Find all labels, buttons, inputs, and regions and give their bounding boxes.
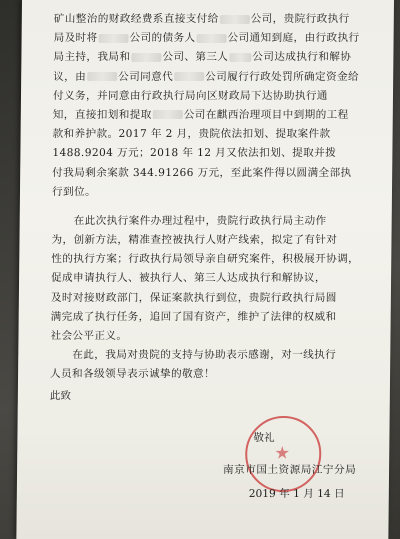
paragraph2-line-3: 性的执行方案；行政执行局领导亲自研究案件，积极展开协调， (51, 253, 360, 266)
body-line-7: 款和养护款。2017 年 2 月，贵院依法扣划、提取案件款 (52, 128, 331, 141)
letter-body (50, 10, 394, 385)
paragraph-gap (52, 202, 392, 212)
body-line-1: 矿山整治的财政经费系直接支付给 公司，贵院行政执行 (53, 13, 350, 25)
body-line-2: 局及时将 公司的债务人 公司通知到庭，由行政执行 (53, 32, 360, 45)
body-line-10: 行到位。 (51, 185, 97, 198)
salutation: 敬礼 (253, 432, 275, 444)
redacted-name (229, 53, 251, 62)
signing-date: 2019 年 1 月 14 日 (248, 488, 345, 500)
redacted-name (87, 72, 117, 81)
paragraph2-line-5: 及时对接财政部门，保证案款执行到位，贵院行政执行局圆 (50, 291, 337, 304)
redacted-name (220, 15, 250, 24)
body-line-5: 付义务，并同意由行政执行局向区财政局下达协助执行通 (52, 89, 328, 102)
redacted-name (174, 72, 204, 81)
redacted-name (153, 110, 183, 119)
paragraph2-line-7: 社会公平正义。 (50, 330, 128, 342)
letter-sheet (16, 0, 394, 539)
paragraph2-line-2: 为，创新方法，精准查控被执行人财产线索，拟定了有针对 (51, 234, 338, 247)
paragraph2-line-4: 促成申请执行人、被执行人、第三人达成执行和解协议， (51, 272, 326, 285)
signing-organization: 南京市国土资源局江宁分局 (223, 464, 357, 476)
paragraph3-line-1: 在此，我局对贵院的支持与协助表示感谢，对一线执行 (72, 349, 337, 362)
body-line-6: 知，直接扣划和提取 公司在麒西治理项目中到期的工程 (52, 108, 349, 121)
paragraph2-line-6: 满完成了执行任务，追回了国有资产，维护了法律的权威和 (50, 310, 337, 323)
paragraph2-line-1: 在此次执行案件办理过程中，贵院行政执行局主动作 (73, 214, 327, 227)
body-line-9: 付我局剩余案款 344.91266 万元，至此案件得以圆满全部执 (52, 166, 352, 179)
official-seal-icon (245, 416, 322, 492)
body-line-3: 局主持，我局和 公司、第三人 公司达成执行和解协 (53, 51, 352, 64)
redacted-name (131, 53, 161, 62)
redacted-name (99, 34, 129, 43)
closing-phrase: 此致 (49, 390, 72, 402)
body-line-8: 1488.9204 万元；2018 年 12 月又依法扣划、提取并拨 (52, 147, 337, 160)
redacted-name (197, 34, 227, 43)
paragraph3-line-2: 人员和各级领导表示诚挚的敬意！ (50, 368, 216, 381)
body-line-4: 议，由 公司同意代 公司履行行政处罚所确定资金给 (53, 70, 360, 83)
